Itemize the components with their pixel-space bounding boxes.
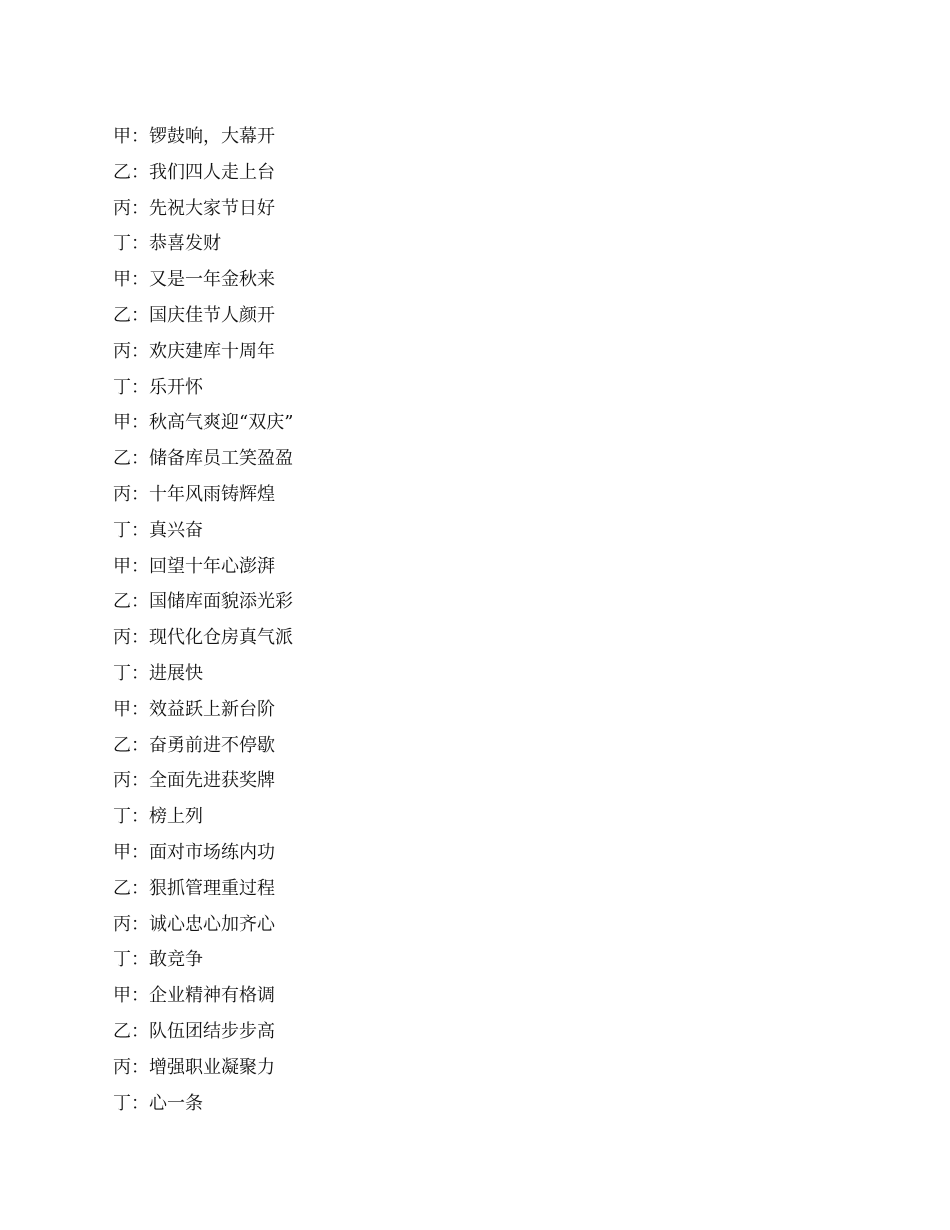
speaker-label: 甲 — [113, 985, 131, 1007]
dialogue-line — [113, 334, 293, 370]
speaker-separator: ： — [131, 412, 149, 434]
dialogue-line — [113, 799, 293, 835]
line-text: 全面先进获奖牌 — [149, 770, 275, 792]
speaker-label: 丁 — [113, 519, 131, 541]
speaker-separator: ： — [131, 376, 149, 398]
speaker-label: 乙 — [113, 734, 131, 756]
line-text: 面对市场练内功 — [149, 841, 275, 863]
speaker-label: 乙 — [113, 304, 131, 326]
speaker-separator: ： — [131, 806, 149, 828]
speaker-label: 丁 — [113, 806, 131, 828]
line-text: 锣鼓响，大幕开 — [149, 126, 275, 147]
speaker-label: 甲 — [113, 126, 131, 147]
dialogue-line — [113, 656, 293, 692]
speaker-separator: ： — [131, 734, 149, 756]
speaker-label: 丙 — [113, 913, 131, 935]
speaker-separator: ： — [131, 161, 149, 183]
dialogue-line — [113, 1014, 293, 1050]
line-text: 增强职业凝聚力 — [149, 1056, 275, 1078]
line-text: 恭喜发财 — [149, 233, 221, 255]
line-text: 储备库员工笑盈盈 — [149, 448, 293, 470]
dialogue-line — [113, 226, 293, 262]
speaker-separator: ： — [131, 340, 149, 362]
line-text: 十年风雨铸辉煌 — [149, 483, 275, 505]
dialogue-line — [113, 907, 293, 943]
speaker-separator: ： — [131, 448, 149, 470]
dialogue-line — [113, 191, 293, 227]
speaker-label: 甲 — [113, 841, 131, 863]
speaker-separator: ： — [131, 1020, 149, 1042]
speaker-separator: ： — [131, 233, 149, 255]
dialogue-line — [113, 942, 293, 978]
speaker-label: 甲 — [113, 555, 131, 577]
speaker-label: 丁 — [113, 376, 131, 398]
speaker-label: 丙 — [113, 197, 131, 219]
line-text: 现代化仓房真气派 — [149, 627, 293, 649]
speaker-label: 甲 — [113, 698, 131, 720]
speaker-label: 丙 — [113, 340, 131, 362]
dialogue-line — [113, 370, 293, 406]
dialogue-line — [113, 513, 293, 549]
speaker-separator: ： — [131, 1092, 149, 1114]
dialogue-line — [113, 441, 293, 477]
dialogue-line — [113, 298, 293, 334]
line-text: 效益跃上新台阶 — [149, 698, 275, 720]
line-text: 诚心忠心加齐心 — [149, 913, 275, 935]
speaker-label: 丙 — [113, 483, 131, 505]
dialogue-line — [113, 1050, 293, 1086]
dialogue-script — [113, 119, 293, 1121]
speaker-label: 乙 — [113, 1020, 131, 1042]
line-text: 国庆佳节人颜开 — [149, 304, 275, 326]
speaker-label: 乙 — [113, 448, 131, 470]
line-text: 敢竞争 — [149, 949, 203, 971]
dialogue-line — [113, 405, 293, 441]
speaker-separator: ： — [131, 949, 149, 971]
speaker-separator: ： — [131, 770, 149, 792]
dialogue-line — [113, 1086, 293, 1122]
speaker-separator: ： — [131, 519, 149, 541]
speaker-separator: ： — [131, 126, 149, 147]
line-text: 奋勇前进不停歇 — [149, 734, 275, 756]
speaker-label: 丙 — [113, 770, 131, 792]
dialogue-line — [113, 584, 293, 620]
line-text: 回望十年心澎湃 — [149, 555, 275, 577]
speaker-separator: ： — [131, 627, 149, 649]
line-text: 企业精神有格调 — [149, 985, 275, 1007]
speaker-label: 丙 — [113, 627, 131, 649]
line-text: 又是一年金秋来 — [149, 269, 275, 291]
speaker-separator: ： — [131, 483, 149, 505]
speaker-label: 甲 — [113, 412, 131, 434]
line-text: 欢庆建库十周年 — [149, 340, 275, 362]
dialogue-line — [113, 620, 293, 656]
speaker-separator: ： — [131, 269, 149, 291]
speaker-label: 丁 — [113, 949, 131, 971]
dialogue-line — [113, 763, 293, 799]
line-text: 真兴奋 — [149, 519, 203, 541]
speaker-separator: ： — [131, 304, 149, 326]
line-text: 先祝大家节日好 — [149, 197, 275, 219]
line-text: 进展快 — [149, 662, 203, 684]
line-text: 秋高气爽迎“双庆” — [149, 412, 294, 434]
speaker-label: 丙 — [113, 1056, 131, 1078]
speaker-separator: ： — [131, 913, 149, 935]
speaker-separator: ： — [131, 1056, 149, 1078]
dialogue-line — [113, 477, 293, 513]
speaker-label: 丁 — [113, 1092, 131, 1114]
line-text: 榜上列 — [149, 806, 203, 828]
line-text: 队伍团结步步高 — [149, 1020, 275, 1042]
speaker-separator: ： — [131, 662, 149, 684]
line-text: 我们四人走上台 — [149, 161, 275, 183]
speaker-label: 甲 — [113, 269, 131, 291]
speaker-label: 丁 — [113, 662, 131, 684]
speaker-label: 乙 — [113, 161, 131, 183]
speaker-separator: ： — [131, 555, 149, 577]
line-text: 国储库面貌添光彩 — [149, 591, 293, 613]
dialogue-line — [113, 549, 293, 585]
line-text: 乐开怀 — [149, 376, 203, 398]
dialogue-line — [113, 692, 293, 728]
speaker-separator: ： — [131, 985, 149, 1007]
dialogue-line — [113, 728, 293, 764]
dialogue-line — [113, 262, 293, 298]
line-text: 狠抓管理重过程 — [149, 877, 275, 899]
speaker-separator: ： — [131, 877, 149, 899]
line-text: 心一条 — [149, 1092, 203, 1114]
dialogue-line — [113, 835, 293, 871]
dialogue-line — [113, 119, 293, 155]
speaker-label: 丁 — [113, 233, 131, 255]
dialogue-line — [113, 871, 293, 907]
speaker-separator: ： — [131, 197, 149, 219]
speaker-separator: ： — [131, 841, 149, 863]
dialogue-line — [113, 978, 293, 1014]
speaker-label: 乙 — [113, 591, 131, 613]
speaker-separator: ： — [131, 698, 149, 720]
speaker-separator: ： — [131, 591, 149, 613]
dialogue-line — [113, 155, 293, 191]
speaker-label: 乙 — [113, 877, 131, 899]
